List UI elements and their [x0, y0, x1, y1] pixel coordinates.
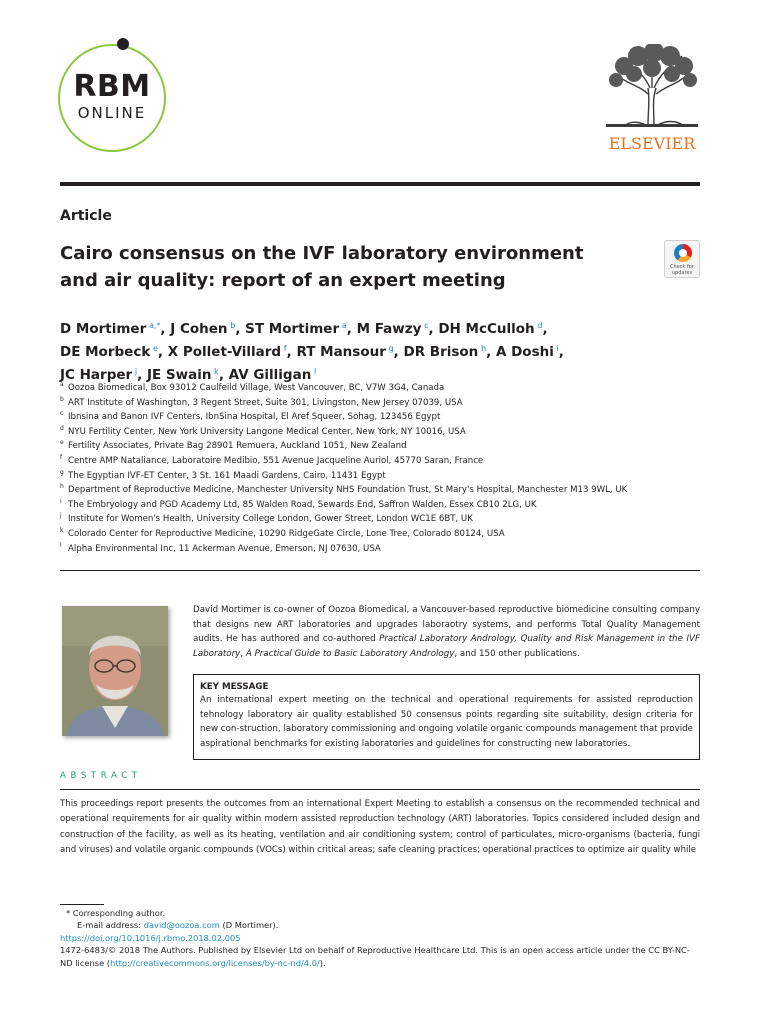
- article-title-line-2: and air quality: report of an expert meeting: [60, 270, 506, 291]
- doi-link[interactable]: https://doi.org/10.1016/j.rbmo.2018.02.005: [60, 932, 241, 943]
- abstract-rule: [60, 789, 700, 790]
- journal-logo: [58, 44, 166, 152]
- journal-logo-sub: ONLINE: [77, 104, 147, 122]
- affiliation-item: e Fertility Associates, Private Bag 28901 Remuera, Auckland 1051, New Zealand: [60, 439, 407, 452]
- section-divider: [60, 570, 700, 571]
- author[interactable]: ST Mortimer $^a$: [245, 321, 347, 337]
- corresponding-author-note: * Corresponding author.: [66, 908, 166, 918]
- author-line-2: DE Morbeck $^e$, X Pollet-Villard $^f$, RT Mansour $^g$, DR Brison $^h$, A Doshi $^i$,: [60, 344, 564, 360]
- key-message-title: KEY MESSAGE: [200, 682, 269, 692]
- affiliation-item: h Department of Reproductive Medicine, Manchester University NHS Foundation Trust, St Mary's Hospital, Manchester M13 9WL, UK: [60, 483, 628, 496]
- publisher-logo: [604, 44, 700, 152]
- journal-logo-dot: [117, 38, 129, 50]
- check-for-updates-label: Check for updates: [670, 264, 694, 276]
- author[interactable]: AV Gilligan $^l$: [228, 367, 317, 383]
- author[interactable]: X Pollet-Villard $^f$: [167, 344, 287, 360]
- email-note: E-mail address: david@oozoa.com (D Mortimer).: [77, 920, 279, 931]
- author[interactable]: DR Brison $^h$: [403, 344, 487, 360]
- key-message-text: An international expert meeting on the technical and operational requirements for assisted reproduction tehnology laboratory air quality established 50 consensus points regarding site suitability, design criteria for new con-struction, laboratory commissioning and ongoing volatile organic compounds management that provide aspirational benchmarks for existing laboratories and guidelines for constructing new laboratories.: [200, 695, 693, 750]
- author[interactable]: D Mortimer $^{a,*}$: [60, 321, 161, 337]
- article-type: Article: [60, 208, 112, 224]
- affiliation-item: b ART Institute of Washington, 3 Regent Street, Suite 301, Livingston, New Jersey 07039, USA: [60, 395, 463, 408]
- author[interactable]: JE Swain $^k$: [146, 367, 219, 383]
- affiliation-item: a Oozoa Biomedical, Box 93012 Caulfeild Village, West Vancouver, BC, V7W 3G4, Canada: [60, 381, 445, 393]
- author[interactable]: A Doshi $^i$: [495, 344, 559, 360]
- author[interactable]: J Cohen $^b$: [170, 321, 236, 337]
- author-portrait-image: [62, 606, 168, 736]
- crossmark-icon: [674, 244, 692, 262]
- affiliation-item: j Institute for Women's Health, University College London, Gower Street, London WC1E 6BT, UK: [60, 512, 473, 525]
- footnote-rule: [60, 904, 104, 905]
- affiliation-item: l Alpha Environmental Inc, 11 Ackerman Avenue, Emerson, NJ 07630, USA: [60, 541, 381, 554]
- affiliation-item: i The Embryology and PGD Academy Ltd, 85 Walden Road, Sewards End, Saffron Walden, Essex CB10 2LG, UK: [60, 497, 537, 510]
- author-list: [60, 316, 700, 385]
- author[interactable]: JC Harper $^j$: [60, 367, 138, 383]
- abstract-text: This proceedings report presents the outcomes from an international Expert Meeting to establish a consensus on the recommended technical and operational requirements for air quality within modern assisted reproduction technology (ART) laboratories. Topics considered included design and construction of the facility, as well as its heating, ventilation and air conditioning system; control of particulates, micro-organisms (bacteria, fungi and viruses) and volatile organic compounds (VOCs) within critical areas; safe cleaning practices; operational practices to optimize air quality while: [60, 799, 700, 855]
- author-photo: [62, 606, 168, 736]
- article-title-line-1: Cairo consensus on the IVF laboratory environment: [60, 243, 584, 264]
- affiliation-list: [60, 381, 700, 556]
- author[interactable]: RT Mansour $^g$: [296, 344, 394, 360]
- author[interactable]: M Fawzy $^c$: [356, 321, 429, 337]
- author[interactable]: DE Morbeck $^e$: [60, 344, 158, 360]
- abstract-heading: ABSTRACT: [60, 771, 142, 781]
- header-rule: [60, 182, 700, 186]
- journal-logo-main: RBM: [73, 69, 151, 104]
- affiliation-item: d NYU Fertility Center, New York University Langone Medical Center, New York, NY 10016, USA: [60, 424, 466, 437]
- license-note: 1472-6483/© 2018 The Authors. Published by Elsevier Ltd on behalf of Reproductive Healthcare Ltd. This is an open access article under the CC BY-NC-ND license (http://creativecommons.org/licenses/by-nc-nd/4.0/).: [60, 945, 690, 968]
- elsevier-tree-icon: [604, 44, 700, 128]
- affiliation-item: f Centre AMP Nataliance, Laboratoire Medibio, 551 Avenue Jacqueline Auriol, 45770 Saran, France: [60, 453, 484, 466]
- author-line-3: JC Harper $^j$, JE Swain $^k$, AV Gilligan $^l$: [60, 367, 317, 383]
- license-link[interactable]: http://creativecommons.org/licenses/by-nc-nd/4.0/: [110, 957, 320, 968]
- author-line-1: D Mortimer $^{a,*}$, J Cohen $^b$, ST Mortimer $^a$, M Fawzy $^c$, DH McCulloh $^d$,: [60, 321, 548, 337]
- article-title: [60, 240, 620, 294]
- footnotes: [60, 907, 700, 969]
- check-for-updates-button[interactable]: [664, 240, 700, 278]
- key-message-box: [193, 674, 700, 760]
- email-link[interactable]: david@oozoa.com: [143, 920, 220, 931]
- author[interactable]: DH McCulloh $^d$: [438, 321, 543, 337]
- publisher-name: ELSEVIER: [608, 134, 696, 153]
- affiliation-item: k Colorado Center for Reproductive Medicine, 10290 RidgeGate Circle, Lone Tree, Colorado 80124, USA: [60, 526, 505, 539]
- author-bio: David Mortimer is co-owner of Oozoa Biomedical, a Vancouver-based reproductive biomedicine consulting company that designs new ART laboratories and upgrades laboraotry systems, and performs Total Quality Management audits. He has authored and co-authored Practical Laboratory Andrology, Quality and Risk Management in the IVF Laboratory, A Practical Guide to Basic Laboratory Andrology, and 150 other publications.: [193, 605, 700, 660]
- affiliation-item: c Ibnsina and Banon IVF Centers, IbnSina Hospital, El Aref Squeer, Sohag, 123456 Egypt: [60, 410, 441, 423]
- affiliation-item: g The Egyptian IVF-ET Center, 3 St. 161 Maadi Gardens, Cairo, 11431 Egypt: [60, 468, 386, 481]
